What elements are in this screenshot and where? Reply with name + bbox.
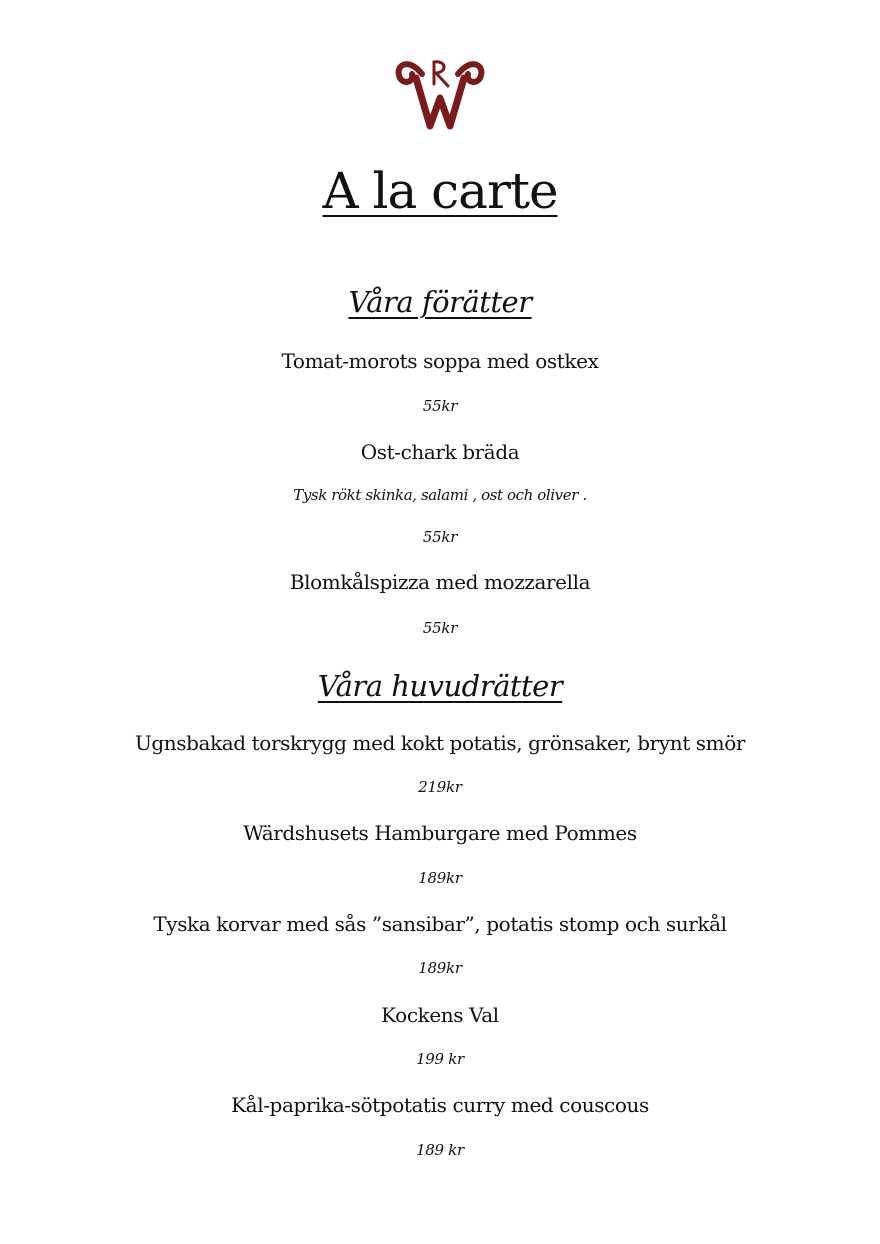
starters-heading: Våra förätter (348, 285, 532, 319)
starter-item-name: Tomat-morots soppa med ostkex (281, 349, 599, 373)
main-item-price: 189 kr (416, 1141, 464, 1159)
starter-item-price: 55kr (422, 528, 458, 546)
main-item-price: 219kr (418, 778, 462, 796)
starter-item-price: 55kr (422, 619, 458, 637)
main-item-name: Ugnsbakad torskrygg med kokt potatis, grönsaker, brynt smör (134, 731, 746, 755)
main-item-name: Tyska korvar med sås ”sansibar”, potatis stomp och surkål (153, 912, 727, 936)
starter-item-name: Ost-chark bräda (360, 440, 520, 464)
main-item-price: 189kr (418, 959, 462, 977)
mains-heading: Våra huvudrätter (317, 669, 563, 703)
main-item-price: 189kr (418, 869, 462, 887)
main-item-name: Kockens Val (381, 1003, 499, 1027)
starter-item-description: Tysk rökt skinka, salami , ost och oliver . (293, 486, 587, 504)
main-item-name: Wärdshusets Hamburgare med Pommes (243, 821, 637, 845)
main-item-price: 199 kr (416, 1050, 464, 1068)
starter-item-price: 55kr (422, 397, 458, 415)
page-title: A la carte (322, 162, 558, 220)
starter-item-name: Blomkålspizza med mozzarella (289, 570, 591, 594)
main-item-name: Kål-paprika-sötpotatis curry med couscous (231, 1093, 649, 1117)
rw-monogram-icon (392, 52, 488, 132)
